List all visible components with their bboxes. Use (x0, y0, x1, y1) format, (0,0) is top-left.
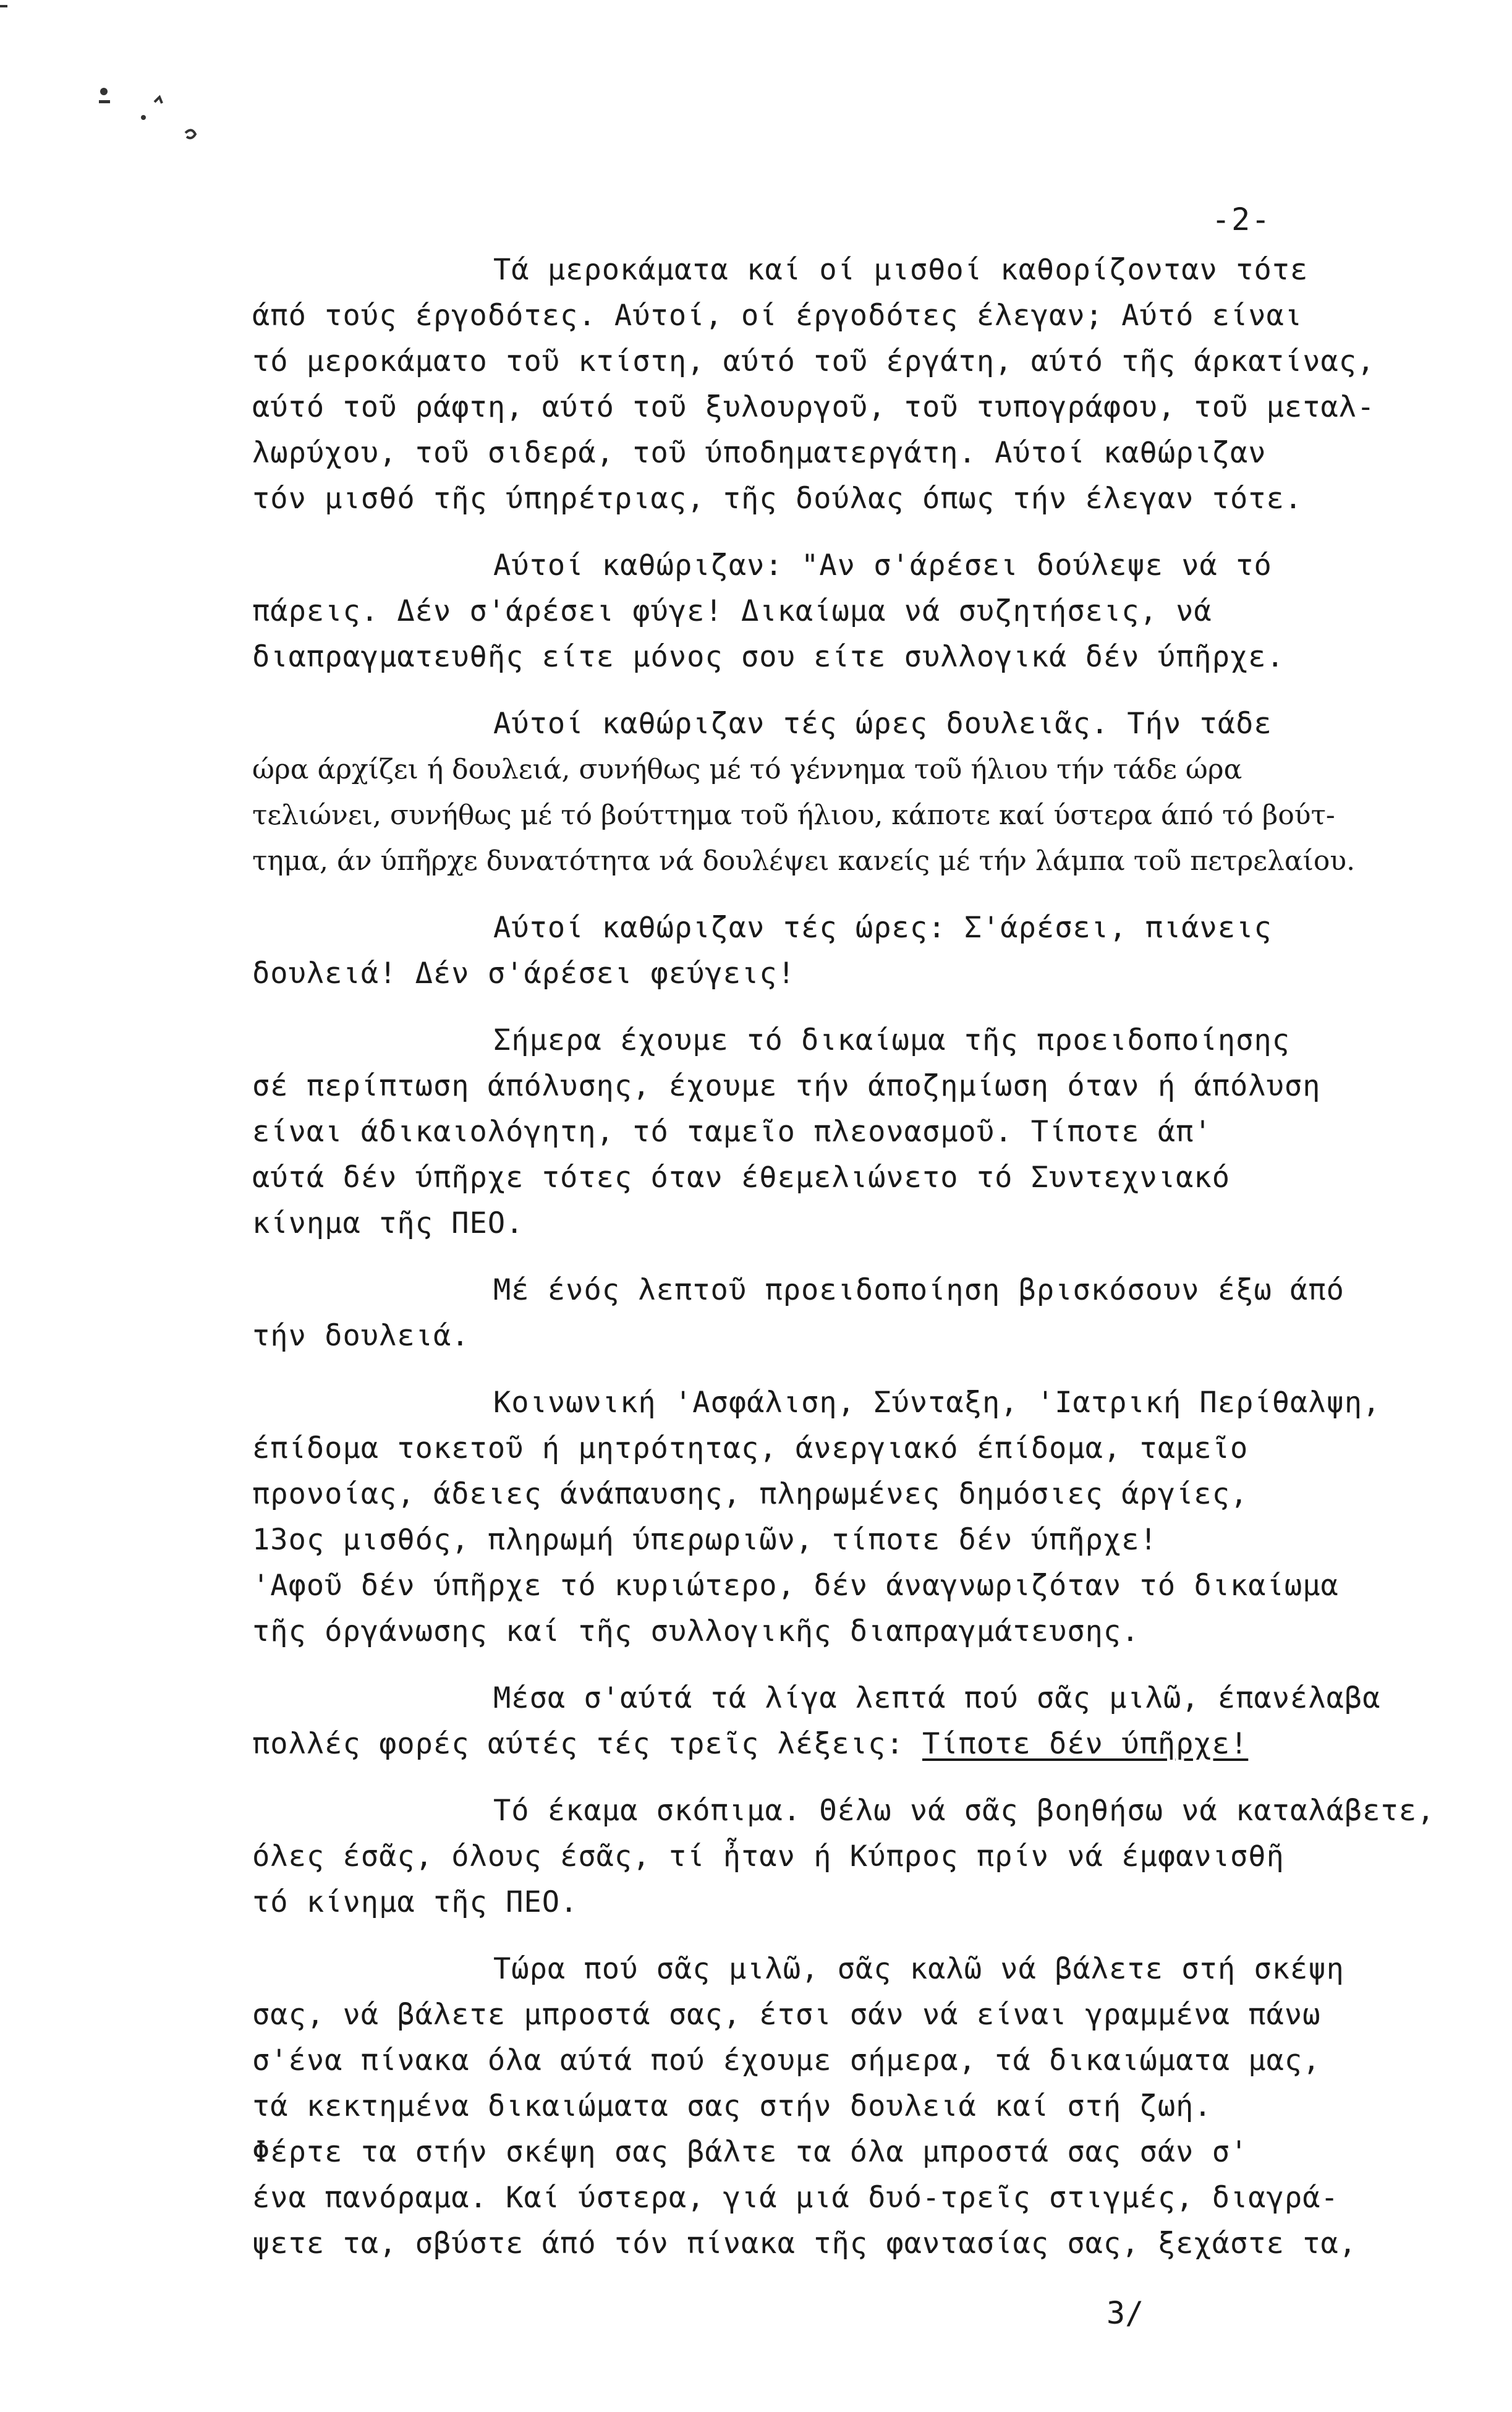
text-line: έπίδομα τοκετοῦ ή μητρότητας, άνεργιακό έπίδομα, ταμεῖο (252, 1431, 1249, 1465)
text-line: άπό τούς έργοδότες. Αύτοί, οί έργοδότες έλεγαν; Αύτό είναι (252, 299, 1303, 333)
text-line: Τά μεροκάματα καί οί μισθοί καθορίζονταν τότε (493, 253, 1309, 287)
text-line: Τό έκαμα σκόπιμα. Θέλω νά σᾶς βοηθήσω νά καταλάβετε, (493, 1794, 1435, 1828)
text-line: τό μεροκάματο τοῦ κτίστη, αύτό τοῦ έργάτη, αύτό τῆς άρκατίνας, (252, 344, 1375, 378)
document-body (252, 247, 1435, 2288)
text-line: Αύτοί καθώριζαν τές ώρες: Σ'άρέσει, πιάνεις (493, 911, 1272, 945)
text-line: τό κίνημα τῆς ΠΕΟ. (252, 1885, 579, 1919)
text-line: είναι άδικαιολόγητη, τό ταμεῖο πλεονασμοῦ. Τίποτε άπ' (252, 1115, 1212, 1149)
scan-speck (141, 115, 146, 120)
paragraph (252, 247, 1427, 522)
scan-speck (100, 88, 108, 95)
text-segment: πολλές φορές αύτές τές τρεῖς λέξεις: (252, 1727, 922, 1761)
scan-speck (185, 130, 195, 138)
paragraph (252, 1946, 1427, 2267)
text-line: Μέσα σ'αύτά τά λίγα λεπτά πού σᾶς μιλῶ, έπανέλαβα (493, 1681, 1381, 1715)
text-line: Μέ ένός λεπτοῦ προειδοποίηση βρισκόσουν έξω άπό (493, 1273, 1344, 1307)
text-line: Αύτοί καθώριζαν: "Αν σ'άρέσει δούλεψε νά τό (493, 548, 1272, 582)
text-line: 13ος μισθός, πληρωμή ύπερωριῶν, τίποτε δέν ύπῆρχε! (252, 1523, 1158, 1557)
text-line: Φέρτε τα στήν σκέψη σας βάλτε τα όλα μπροστά σας σάν σ' (252, 2135, 1249, 2169)
paragraph (252, 543, 1427, 680)
paragraph (252, 905, 1427, 997)
text-line: τά κεκτημένα δικαιώματα σας στήν δουλειά καί στή ζωή. (252, 2089, 1212, 2123)
text-line: δουλειά! Δέν σ'άρέσει φεύγεις! (252, 957, 796, 991)
text-line: σέ περίπτωση άπόλυσης, έχουμε τήν άποζημίωση όταν ή άπόλυση (252, 1069, 1321, 1103)
scan-speck (99, 100, 110, 103)
text-line: ψετε τα, σβύστε άπό τόν πίνακα τῆς φαντασίας σας, ξεχάστε τα, (252, 2227, 1357, 2261)
text-line: τῆς όργάνωσης καί τῆς συλλογικῆς διαπραγμάτευσης. (252, 1614, 1140, 1648)
text-line: 'Αφοῦ δέν ύπῆρχε τό κυριώτερο, δέν άναγνωριζόταν τό δικαίωμα (252, 1569, 1339, 1603)
paragraph (252, 1268, 1427, 1359)
text-line: Αύτοί καθώριζαν τές ώρες δουλειᾶς. Τήν τάδε (493, 707, 1272, 741)
scan-speck (155, 97, 162, 103)
text-line: τήν δουλειά. (252, 1319, 470, 1353)
text-line: αύτό τοῦ ράφτη, αύτό τοῦ ξυλουργοῦ, τοῦ τυπογράφου, τοῦ μεταλ- (252, 390, 1375, 424)
text-line: τημα, άν ύπῆρχε δυνατότητα νά δουλέψει κανείς μέ τήν λάμπα τοῦ πετρελαίου. (252, 845, 1356, 877)
paragraph (252, 1380, 1427, 1655)
text-line: σας, νά βάλετε μπροστά σας, έτσι σάν νά είναι γραμμένα πάνω (252, 1998, 1321, 2032)
text-line: λωρύχου, τοῦ σιδερά, τοῦ ύποδηματεργάτη. Αύτοί καθώριζαν (252, 436, 1267, 470)
paragraph (252, 1676, 1427, 1767)
text-line: Τώρα πού σᾶς μιλῶ, σᾶς καλῶ νά βάλετε στή σκέψη (493, 1952, 1344, 1986)
text-line: τελιώνει, συνήθως μέ τό βούττημα τοῦ ήλιου, κάποτε καί ύστερα άπό τό βούτ- (252, 799, 1335, 831)
corner-scan-marks (0, 0, 247, 161)
page-number: -2- (1212, 202, 1272, 237)
text-line: όλες έσᾶς, όλους έσᾶς, τί ἦταν ή Κύπρος πρίν νά έμφανισθῆ (252, 1839, 1285, 1873)
text-line: προνοίας, άδειες άνάπαυσης, πληρωμένες δημόσιες άργίες, (252, 1477, 1249, 1511)
text-line (252, 1721, 1427, 1767)
text-line: κίνημα τῆς ΠΕΟ. (252, 1206, 524, 1240)
text-line: πάρεις. Δέν σ'άρέσει φύγε! Δικαίωμα νά συζητήσεις, νά (252, 594, 1212, 628)
text-line: ένα πανόραμα. Καί ύστερα, γιά μιά δυό-τρεῖς στιγμές, διαγρά- (252, 2181, 1339, 2215)
paragraph (252, 1018, 1427, 1246)
underlined-phrase: Τίποτε δέν ύπῆρχε! (922, 1727, 1249, 1761)
text-line: αύτά δέν ύπῆρχε τότες όταν έθεμελιώνετο τό Συντεχνιακό (252, 1161, 1231, 1195)
paragraph (252, 701, 1427, 884)
paragraph (252, 1788, 1435, 1925)
continuation-page-marker: 3/ (1106, 2295, 1144, 2331)
text-line: ώρα άρχίζει ή δουλειά, συνήθως μέ τό γέννημα τοῦ ήλιου τήν τάδε ώρα (252, 754, 1242, 785)
text-line: διαπραγματευθῆς είτε μόνος σου είτε συλλογικά δέν ύπῆρχε. (252, 640, 1285, 674)
text-line: τόν μισθό τῆς ύπηρέτριας, τῆς δούλας όπως τήν έλεγαν τότε. (252, 482, 1303, 516)
text-line: Σήμερα έχουμε τό δικαίωμα τῆς προειδοποίησης (493, 1023, 1291, 1057)
text-line: Κοινωνική 'Ασφάλιση, Σύνταξη, 'Ιατρική Περίθαλψη, (493, 1386, 1381, 1420)
text-line: σ'ένα πίνακα όλα αύτά πού έχουμε σήμερα, τά δικαιώματα μας, (252, 2043, 1321, 2077)
